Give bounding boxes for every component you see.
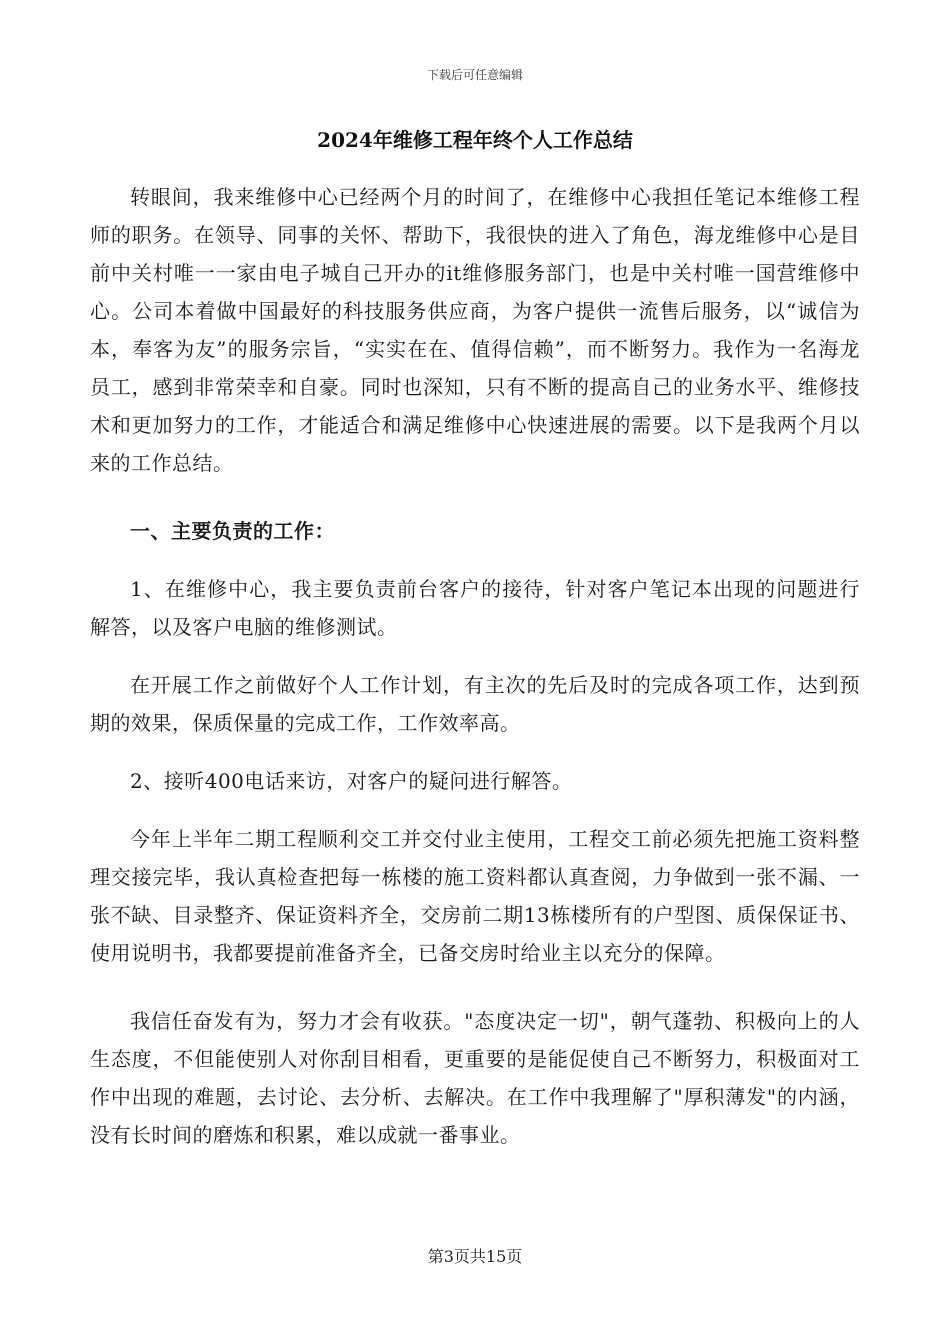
paragraph-project-handover: 今年上半年二期工程顺利交工并交付业主使用，工程交工前必须先把施工资料整理交接完毕，我认真检查把每一栋楼的施工资料都认真查阅，力争做到一张不漏、一张不缺、目录整齐、保证资料齐全，交房前二期13栋楼所有的户型图、质保保证书、使用说明书，我都要提前准备齐全，已备交房时给业主以充分的保障。 xyxy=(90,827,860,965)
paragraph-item-1: 1、在维修中心，我主要负责前台客户的接待，针对客户笔记本出现的问题进行解答，以及客户电脑的维修测试。 xyxy=(90,577,860,639)
page-number-footer: 第3页共15页 xyxy=(427,1247,523,1266)
paragraph-item-2: 2、接听400电话来访，对客户的疑问进行解答。 xyxy=(130,769,573,793)
header-note: 下载后可任意编辑 xyxy=(426,68,523,82)
paragraph-attitude: 我信任奋发有为，努力才会有收获。"态度决定一切"，朝气蓬勃、积极向上的人生态度，不但能使别人对你刮目相看，更重要的是能促使自己不断努力，积极面对工作中出现的难题，去讨论、去分析、去解决。在工作中我理解了"厚积薄发"的内涵，没有长时间的磨炼和积累，难以成就一番事业。 xyxy=(90,1009,860,1147)
paragraph-intro: 转眼间，我来维修中心已经两个月的时间了，在维修中心我担任笔记本维修工程师的职务。在领导、同事的关怀、帮助下，我很快的进入了角色，海龙维修中心是目前中关村唯一一家由电子城自己开办的it维修服务部门，也是中关村唯一国营维修中心。公司本着做中国最好的科技服务供应商，为客户提供一流售后服务，以“诚信为本，奉客为友”的服务宗旨，“实实在在、值得信赖”，而不断努力。我作为一名海龙员工，感到非常荣幸和自豪。同时也深知，只有不断的提高自己的业务水平、维修技术和更加努力的工作，才能适合和满足维修中心快速进展的需要。以下是我两个月以来的工作总结。 xyxy=(90,185,860,475)
section-heading: 一、主要负责的工作： xyxy=(130,519,335,543)
paragraph-work-plan: 在开展工作之前做好个人工作计划，有主次的先后及时的完成各项工作，达到预期的效果，保质保量的完成工作，工作效率高。 xyxy=(90,673,860,735)
document-body xyxy=(90,178,860,1154)
document-title: 2024年维修工程年终个人工作总结 xyxy=(317,128,633,152)
